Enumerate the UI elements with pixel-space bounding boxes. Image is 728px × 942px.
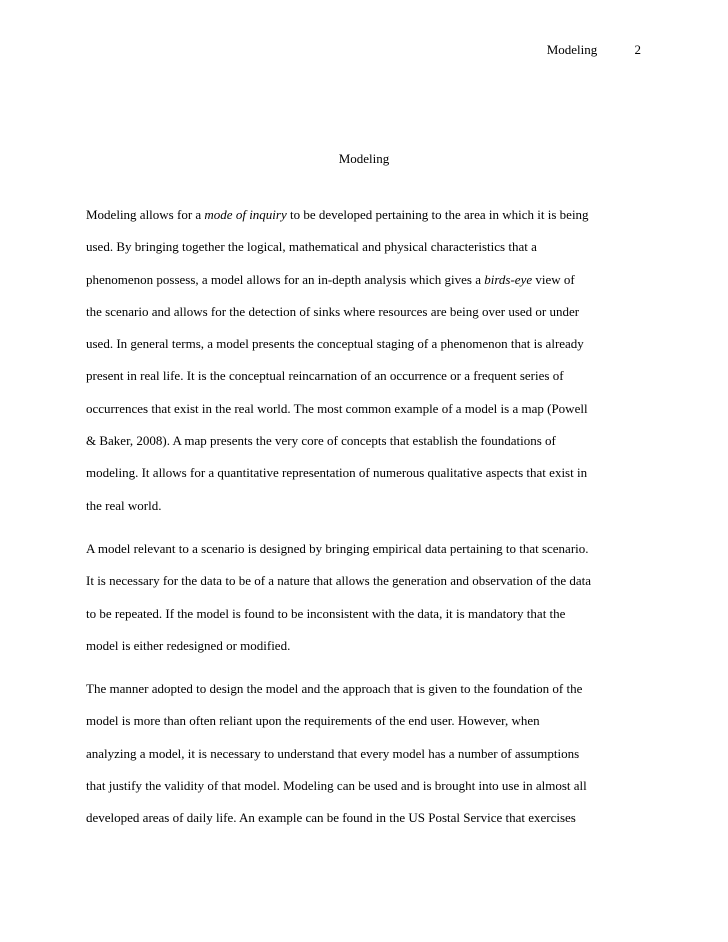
paragraph-2 <box>86 533 642 662</box>
page-number: 2 <box>634 42 641 57</box>
paragraph-line <box>86 533 642 565</box>
text-run: It is necessary for the data to be of a nature that allows the generation and observation of the data <box>86 573 592 589</box>
text-run: modeling. It allows for a quantitative representation of numerous qualitative aspects that exist in <box>86 465 588 481</box>
italic-term-mode-of-inquiry: mode of inquiry <box>204 207 287 222</box>
paragraph-line <box>86 425 642 457</box>
paragraph-line <box>86 231 642 263</box>
paragraph-line <box>86 673 642 705</box>
paragraph-line <box>86 393 642 425</box>
text-run: model is more than often reliant upon the requirements of the end user. However, when <box>86 713 540 729</box>
text-run: The manner adopted to design the model and the approach that is given to the foundation of the <box>86 681 583 697</box>
paragraph-line <box>86 770 642 802</box>
paragraph-1 <box>86 199 642 522</box>
paragraph-line <box>86 565 642 597</box>
body-text <box>86 199 642 846</box>
paragraph-line <box>86 328 642 360</box>
paragraph-line <box>86 296 642 328</box>
paragraph-line <box>86 705 642 737</box>
text-run: to be developed pertaining to the area in which it is being <box>286 207 589 222</box>
text-run: developed areas of daily life. An example can be found in the US Postal Service that exercises <box>86 810 576 826</box>
paragraph-line <box>86 630 642 662</box>
text-run: A model relevant to a scenario is designed by bringing empirical data pertaining to that scenario. <box>86 540 589 556</box>
paragraph-line <box>86 802 642 834</box>
paragraph-line <box>86 264 642 296</box>
text-run: that justify the validity of that model. Modeling can be used and is brought into use in almost all <box>86 778 587 794</box>
text-run: Modeling allows for a <box>86 207 205 222</box>
text-run: to be repeated. If the model is found to be inconsistent with the data, it is mandatory that the <box>86 605 566 621</box>
paragraph-line <box>86 199 642 231</box>
text-run: used. In general terms, a model presents the conceptual staging of a phenomenon that is already <box>86 336 584 352</box>
paragraph-line <box>86 457 642 489</box>
paragraph-line <box>86 598 642 630</box>
text-run: the scenario and allows for the detection of sinks where resources are being over used or under <box>86 303 580 319</box>
text-run: the real world. <box>86 497 162 513</box>
paragraph-line <box>86 490 642 522</box>
italic-term-birds-eye: birds-eye <box>484 271 533 287</box>
text-run: analyzing a model, it is necessary to understand that every model has a number of assumptions <box>86 745 580 761</box>
paragraph-line <box>86 360 642 392</box>
text-run: occurrences that exist in the real world. The most common example of a model is a map (Powell <box>86 400 588 416</box>
text-run: view of <box>532 271 575 287</box>
paragraph-line <box>86 738 642 770</box>
running-head-title: Modeling <box>546 42 598 57</box>
text-run: model is either redesigned or modified. <box>86 637 291 653</box>
text-run: used. By bringing together the logical, mathematical and physical characteristics that a <box>86 239 537 255</box>
document-title: Modeling <box>338 151 390 166</box>
running-head <box>547 42 641 58</box>
text-run: present in real life. It is the conceptual reincarnation of an occurrence or a frequent series of <box>86 368 564 384</box>
text-run: phenomenon possess, a model allows for an in-depth analysis which gives a <box>86 271 485 287</box>
text-run: & Baker, 2008). A map presents the very core of concepts that establish the foundations of <box>86 433 556 449</box>
paragraph-3 <box>86 673 642 834</box>
